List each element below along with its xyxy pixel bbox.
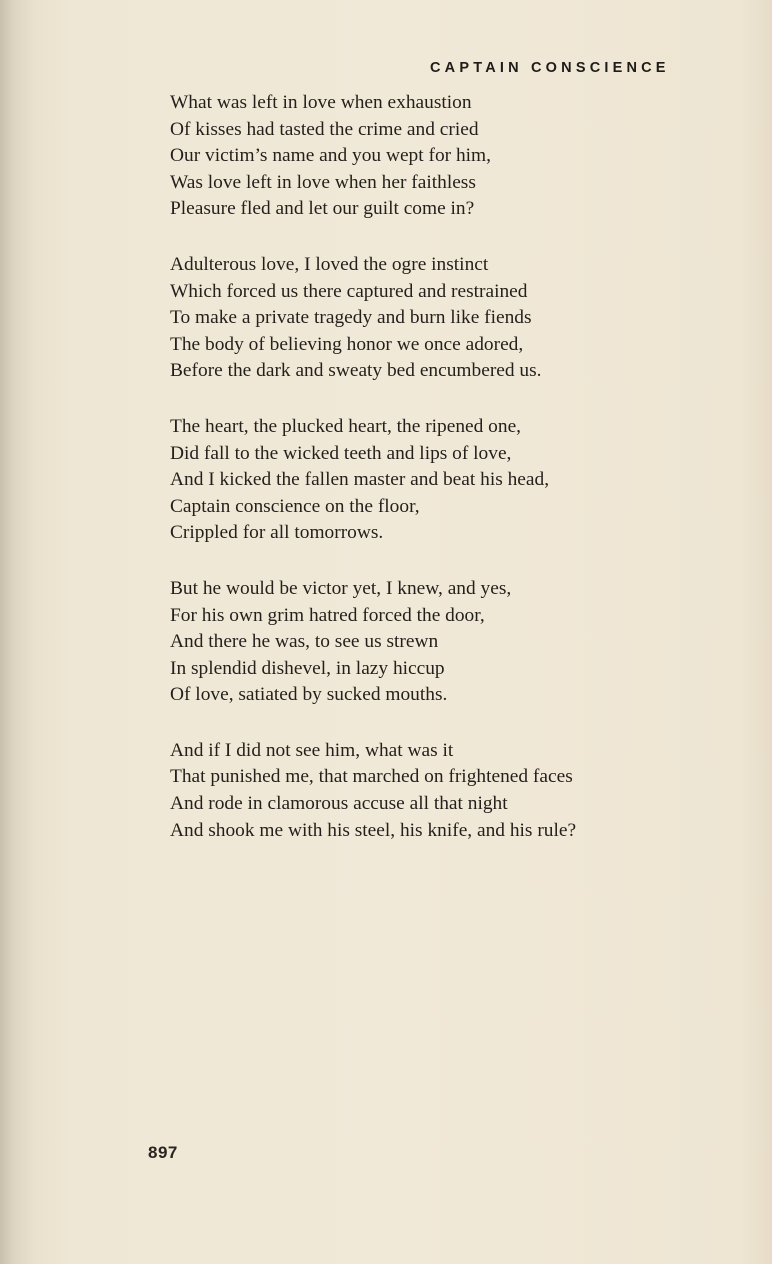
stanza-3 <box>170 414 730 547</box>
poem-line: And if I did not see him, what was it <box>170 739 454 761</box>
poem-line: Pleasure fled and let our guilt come in? <box>170 198 475 220</box>
running-head: CAPTAIN CONSCIENCE <box>430 60 670 76</box>
poem-line: The body of believing honor we once adored, <box>170 333 524 355</box>
poem-line: In splendid dishevel, in lazy hiccup <box>170 657 445 679</box>
poem-line: But he would be victor yet, I knew, and yes, <box>170 577 512 599</box>
poem-line: And rode in clamorous accuse all that night <box>170 793 508 815</box>
page-number: 897 <box>148 1143 178 1162</box>
poem-line: Was love left in love when her faithless <box>170 171 476 193</box>
poem-line: Did fall to the wicked teeth and lips of love, <box>170 442 512 464</box>
poem-line: Captain conscience on the floor, <box>170 495 420 517</box>
poem-line: Of love, satiated by sucked mouths. <box>170 684 448 706</box>
stanza-4 <box>170 576 730 709</box>
poem-line: To make a private tragedy and burn like fiends <box>170 307 532 329</box>
poem-line: And I kicked the fallen master and beat his head, <box>170 469 550 491</box>
poem-line: Which forced us there captured and restrained <box>170 280 528 302</box>
poem-line: And there he was, to see us strewn <box>170 631 439 653</box>
poem-line: What was left in love when exhaustion <box>170 92 472 113</box>
poem-line: Our victim’s name and you wept for him, <box>170 145 491 167</box>
poem-body <box>170 90 730 873</box>
poem-line: For his own grim hatred forced the door, <box>170 604 485 626</box>
stanza-2 <box>170 252 730 385</box>
stanza-1 <box>170 90 730 223</box>
stanza-5 <box>170 738 730 844</box>
poem-line: Before the dark and sweaty bed encumbered us. <box>170 360 542 382</box>
poem-line: Crippled for all tomorrows. <box>170 522 384 544</box>
poem-line: And shook me with his steel, his knife, and his rule? <box>170 819 577 841</box>
poem-line: The heart, the plucked heart, the ripened one, <box>170 415 522 437</box>
poem-line: That punished me, that marched on frightened faces <box>170 766 573 788</box>
poem-line: Adulterous love, I loved the ogre instinct <box>170 253 489 275</box>
poem-line: Of kisses had tasted the crime and cried <box>170 118 479 140</box>
